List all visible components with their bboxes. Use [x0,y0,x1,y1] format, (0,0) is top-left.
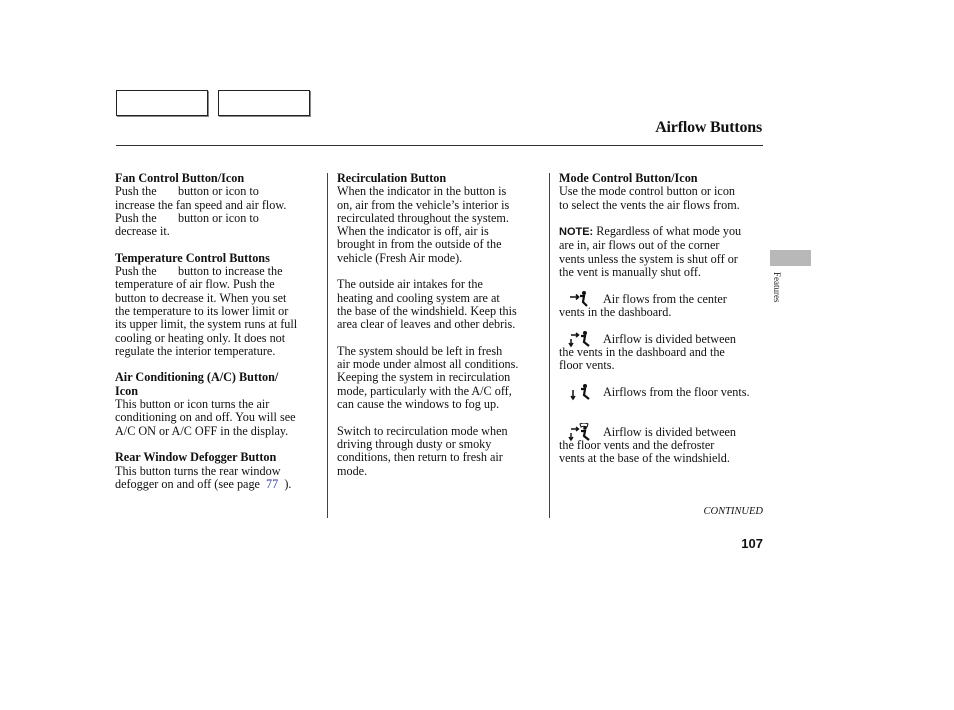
text-line: the floor vents and the defroster [559,437,715,452]
text-line: Air flows from the center [603,291,727,306]
vent-floor-defrost-icon [567,423,593,441]
text-line: conditioning on and off. You will see [115,410,296,425]
vent-bilevel-icon [567,330,593,348]
text-line: Push the button or icon to [115,184,259,199]
ac-heading: Air Conditioning (A/C) Button/ [115,370,279,385]
column-right [559,172,765,466]
text-line: Push the button to increase the [115,264,283,279]
text-line: the base of the windshield. Keep this [337,303,517,318]
text-line: are in, air flows out of the corner [559,238,720,253]
page-title: Airflow Buttons [655,119,762,136]
text-line: to select the vents the air flows from. [559,197,740,212]
text-line: Airflow is divided between [603,331,737,346]
mode-floor [559,386,765,399]
text-line: This button or icon turns the air [115,397,270,412]
vent-face-icon [567,290,593,308]
text-line: air mode under almost all conditions. [337,357,519,372]
text-line: cooling or heating only. It does not [115,330,286,345]
text-fragment: defogger on and off (see page [115,476,267,491]
text-line: Use the mode control button or icon [559,184,736,199]
text-line: The system should be left in fresh [337,343,503,358]
text-line: When the indicator in the button is [337,184,507,199]
text-line: the temperature to its lower limit or [115,303,289,318]
temperature-heading: Temperature Control Buttons [115,250,270,265]
text-line: A/C ON or A/C OFF in the display. [115,423,289,438]
ac-heading-cont: Icon [115,383,139,398]
section-label: Features [772,272,782,303]
section-tab [770,250,811,266]
text-line: Switch to recirculation mode when [337,423,508,438]
text-line: temperature of air flow. Push the [115,277,275,292]
text-line: vents in the dashboard. [559,304,672,319]
text-line: decrease it. [115,224,170,239]
page-link-77[interactable]: 77 [266,476,279,491]
text-line: This button turns the rear window [115,463,281,478]
title-rule [116,145,763,146]
rear-defogger-heading: Rear Window Defogger Button [115,450,277,465]
text-line: its upper limit, the system runs at full [115,317,298,332]
text-line: brought in from the outside of the [337,237,502,252]
text-line: on, air from the vehicle’s interior is [337,197,510,212]
text-line: area clear of leaves and other debris. [337,317,516,332]
text-line: driving through dusty or smoky [337,436,492,451]
continued-label: CONTINUED [703,506,763,517]
text-line: Airflows from the floor vents. [603,384,750,399]
mode-floor-defrost [559,426,765,466]
text-line: the vent is manually shut off. [559,265,701,280]
text-line: vehicle (Fresh Air mode). [337,250,463,265]
mode-bilevel [559,333,765,373]
text-line: recirculated throughout the system. [337,210,509,225]
mode-heading: Mode Control Button/Icon [559,171,698,185]
column-divider [327,173,328,518]
text-line: Airflow is divided between [603,424,737,439]
column-left [115,172,321,491]
page-number: 107 [741,536,763,551]
index-button[interactable] [218,90,310,116]
text-line: vents at the base of the windshield. [559,451,730,466]
text-line [115,478,321,491]
text-line: conditions, then return to fresh air [337,450,503,465]
text-line: button to decrease it. When you set [115,290,287,305]
text-line: The outside air intakes for the [337,277,483,292]
recirculation-heading: Recirculation Button [337,171,447,185]
note-label: NOTE: [559,226,594,239]
text-line: increase the fan speed and air flow. [115,197,287,212]
text-line: can cause the windows to fog up. [337,397,500,412]
vent-floor-icon [567,383,593,401]
column-middle [337,172,541,478]
fan-heading: Fan Control Button/Icon [115,171,245,185]
text-line: vents unless the system is shut off or [559,251,738,266]
text-fragment: ). [278,476,292,491]
text-line: floor vents. [559,358,615,373]
text-fragment: Regardless of what mode you [593,224,742,239]
main-menu-button[interactable] [116,90,208,116]
text-line: heating and cooling system are at [337,290,500,305]
mode-face [559,293,765,320]
text-line: regulate the interior temperature. [115,343,276,358]
text-line: mode, particularly with the A/C off, [337,383,512,398]
note-line [559,225,765,239]
column-divider [549,173,550,518]
text-line: Push the button or icon to [115,210,259,225]
text-line: When the indicator is off, air is [337,224,489,239]
text-line: the vents in the dashboard and the [559,344,725,359]
text-line: Keeping the system in recirculation [337,370,511,385]
text-line: mode. [337,463,368,478]
